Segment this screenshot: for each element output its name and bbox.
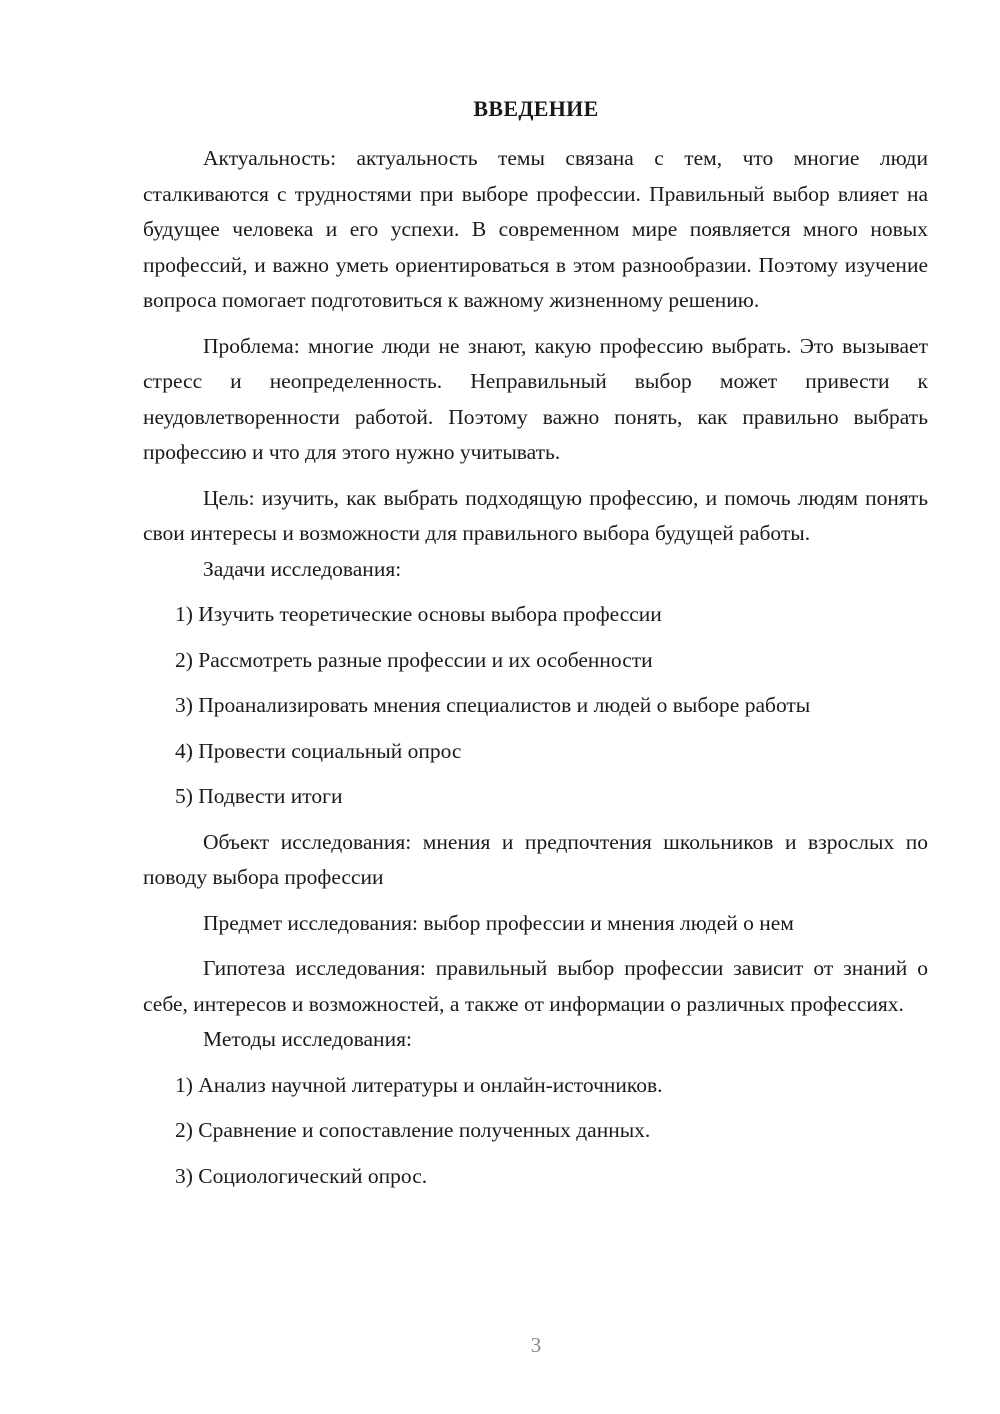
list-item: 3) Социологический опрос. [175,1163,428,1188]
list-item: 5) Подвести итоги [175,784,343,808]
list-item: 1) Изучить теоретические основы выбора профессии [175,602,662,626]
tasks-heading: Задачи исследования: [203,556,402,581]
body-text [143,141,928,1194]
paragraph-hypothesis: Гипотеза исследования: правильный выбор профессии зависит от знаний о себе, интересов и возможностей, а также от информации о различных профессиях. [143,956,928,1016]
page-title: ВВЕДЕНИЕ [473,96,599,121]
list-item: 4) Провести социальный опрос [175,738,462,763]
list-item: 3) Проанализировать мнения специалистов и людей о выборе работы [175,693,811,717]
paragraph-problem: Проблема: многие люди не знают, какую профессию выбрать. Это вызывает стресс и неопределенность. Неправильный выбор может привести к неудовлетворенности работой. Поэтому важно понять, как правильно выбрать профессию и что для этого нужно учитывать. [143,333,928,464]
paragraph-subject: Предмет исследования: выбор профессии и мнения людей о нем [203,910,794,935]
methods-heading: Методы исследования: [203,1027,412,1051]
list-item: 2) Сравнение и сопоставление полученных данных. [175,1118,651,1142]
paragraph-object: Объект исследования: мнения и предпочтения школьников и взрослых по поводу выбора профессии [143,829,928,889]
list-item: 1) Анализ научной литературы и онлайн-источников. [175,1072,663,1097]
paragraph-relevance: Актуальность: актуальность темы связана с тем, что многие люди сталкиваются с трудностями при выборе профессии. Правильный выбор влияет на будущее человека и его успехи. В современном мире появляется много новых профессий, и важно уметь ориентироваться в этом разнообразии. Поэтому изучение вопроса помогает подготовиться к важному жизненному решению. [143,146,928,312]
page-number: 3 [530,1333,542,1357]
methods-list [143,1068,928,1195]
list-item: 2) Рассмотреть разные профессии и их особенности [175,647,653,672]
paragraph-goal: Цель: изучить, как выбрать подходящую профессию, и помочь людям понять свои интересы и возможности для правильного выбора будущей работы. [143,485,928,545]
tasks-list [143,597,928,815]
